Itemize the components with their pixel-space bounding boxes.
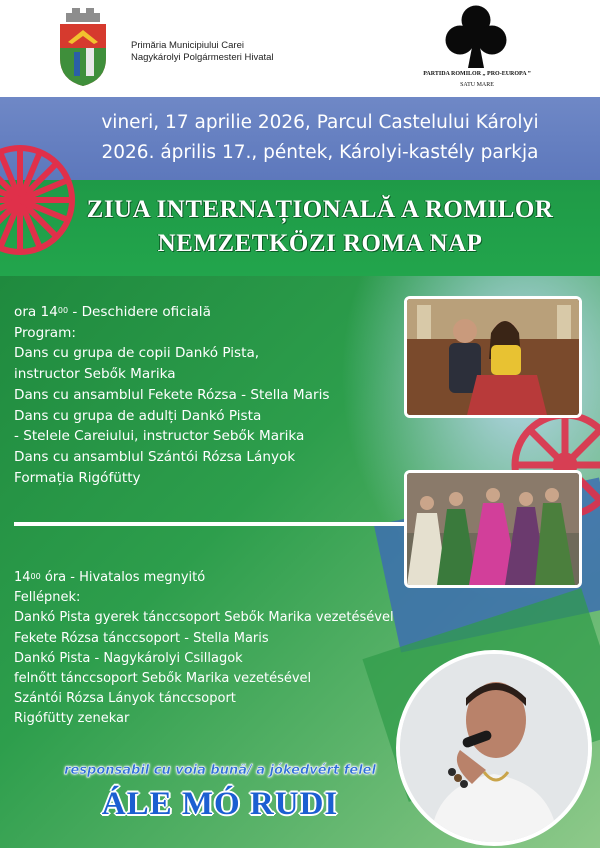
header [0, 0, 600, 97]
program-line: Program: [14, 324, 76, 341]
carei-coat-of-arms-icon [58, 8, 108, 86]
program-hu [14, 568, 394, 730]
host-singer-photo [396, 650, 592, 846]
program-line: Dans cu ansamblul Fekete Rózsa - Stella Maris [14, 386, 330, 403]
opening-time-hu: $14^{00}$ óra - Hivatalos megnyitó [14, 570, 206, 585]
city-hall-name-ro: Primăria Municipiului Carei [131, 40, 244, 51]
club-suit-icon [436, 4, 516, 70]
party-name: PARTIDA ROMILOR „ PRO-EUROPA ” [423, 71, 531, 77]
flag-blue-band [0, 97, 600, 180]
program-line: instructor Sebők Marika [14, 366, 176, 383]
program-ro [14, 302, 329, 488]
children-dancers-photo [404, 296, 582, 418]
city-hall-name-hu: Nagykárolyi Polgármesteri Hivatal [131, 52, 274, 63]
program-line: Szántói Rózsa Lányok tánccsoport [14, 691, 236, 707]
event-title-ro: ZIUA INTERNAȚIONALĂ A ROMILOR [86, 196, 554, 223]
program-line: Dankó Pista - Nagykárolyi Csillagok [14, 650, 243, 666]
program-line: Formația Rigófütty [14, 469, 141, 486]
city-hall-name [131, 40, 274, 64]
program-line: Dans cu grupa de adulți Dankó Pista [14, 407, 262, 424]
program-line: Dans cu grupa de copii Dankó Pista, [14, 345, 260, 362]
event-title-hu: NEMZETKÖZI ROMA NAP [157, 230, 483, 257]
program-line: Dans cu ansamblul Szántói Rózsa Lányok [14, 448, 296, 465]
party-location: SATU MARE [460, 82, 494, 88]
host-label: responsabil cu voia bună/ a jókedvért felel [64, 763, 376, 778]
opening-time-ro: ora $14^{00}$ - Deschidere oficială [14, 304, 211, 320]
program-line: Rigófütty zenekar [14, 711, 130, 727]
event-date-hu: 2026. április 17., péntek, Károlyi-kastély parkja [101, 142, 539, 163]
adult-dancers-photo [404, 470, 582, 588]
section-divider [14, 522, 404, 526]
flag-green-band [0, 180, 600, 276]
event-date-ro: vineri, 17 aprilie 2026, Parcul Castelului Károlyi [101, 112, 539, 133]
program-line: - Stelele Careiului, instructor Sebők Marika [14, 428, 305, 445]
program-line: Dankó Pista gyerek tánccsoport Sebők Marika vezetésével [14, 610, 394, 626]
program-line: felnőtt tánccsoport Sebők Marika vezetésével [14, 671, 312, 687]
program-line: Fellépnek: [14, 590, 81, 606]
program-line: Fekete Rózsa tánccsoport - Stella Maris [14, 630, 269, 646]
host-name: ÁLE MÓ RUDI [101, 786, 339, 822]
